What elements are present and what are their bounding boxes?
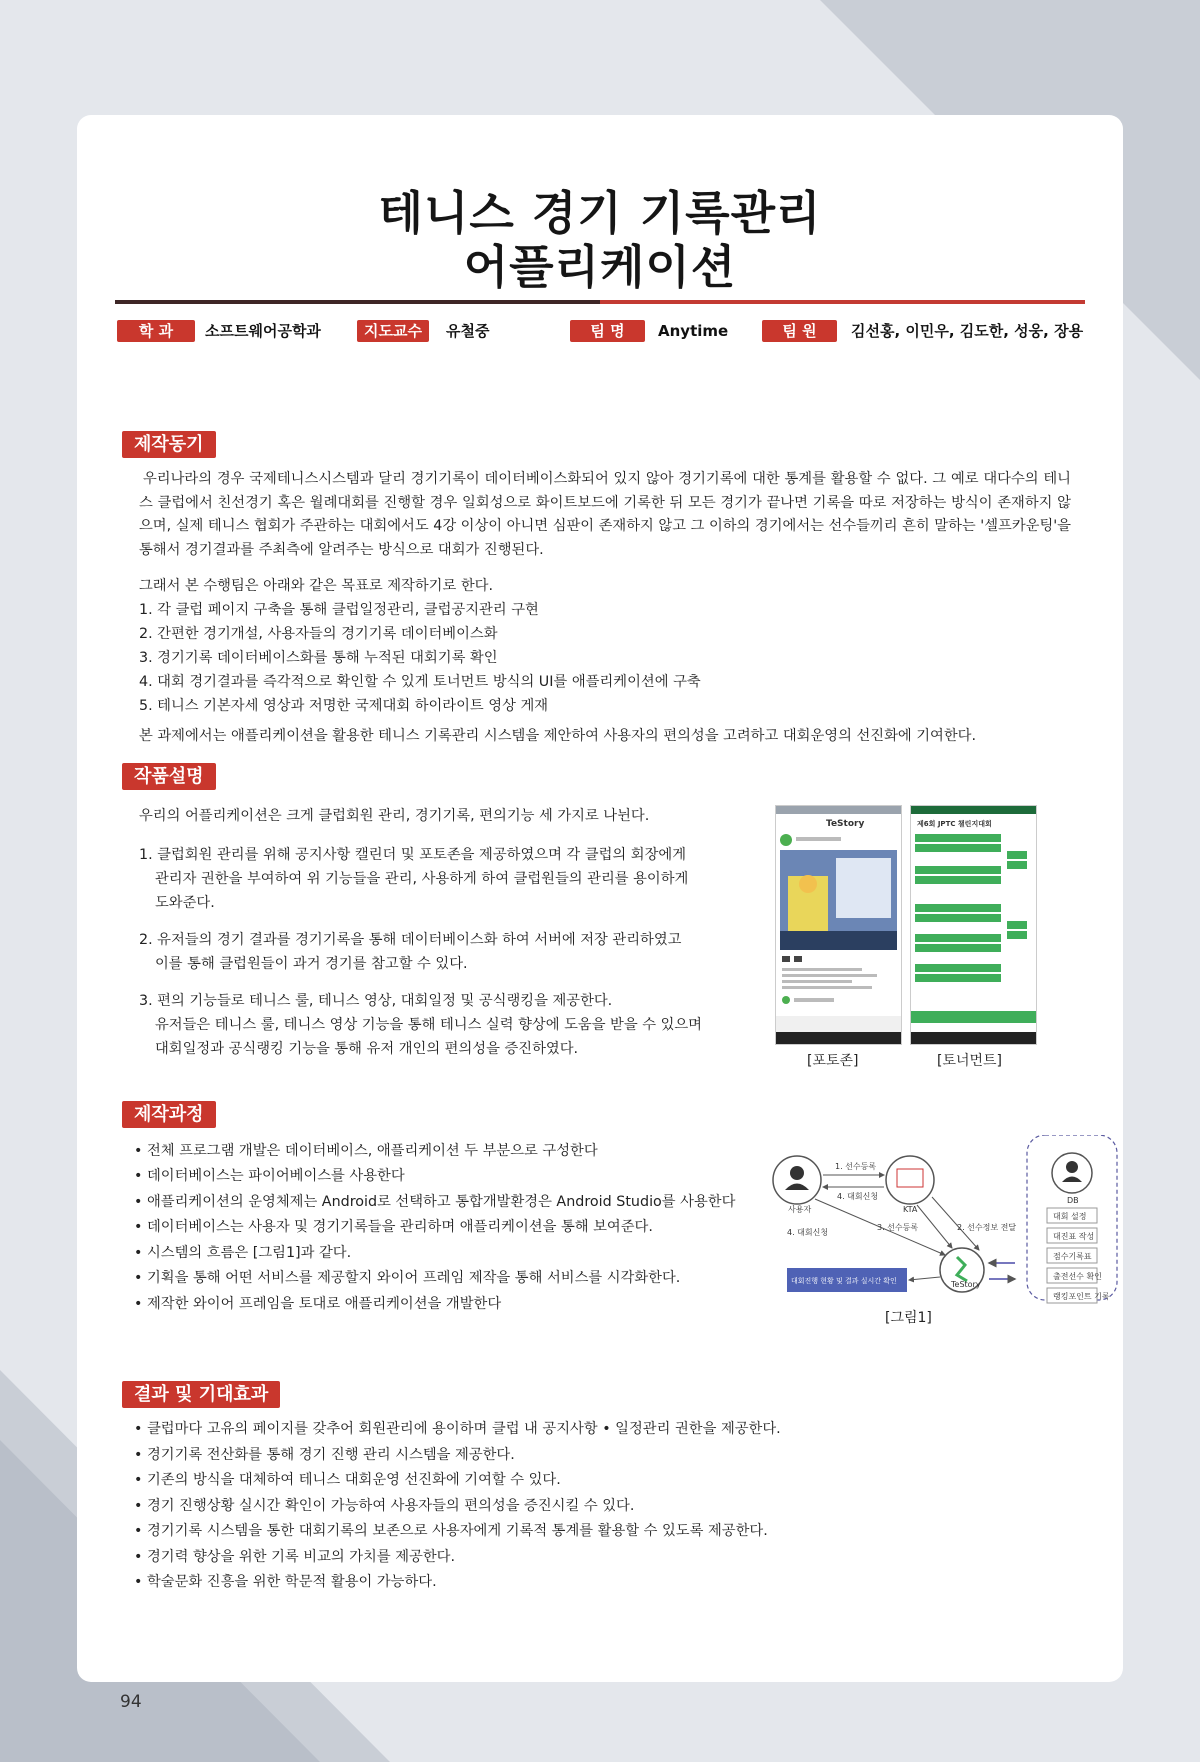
process-item: • 애플리케이션의 운영체제는 Android로 선택하고 통합개발환경은 Android Studio를 사용한다 [134,1194,736,1210]
svg-text:2. 선수정보 전달: 2. 선수정보 전달 [957,1223,1017,1232]
photozone-caption: [포토존] [807,1053,859,1069]
kta-label: KTA [903,1205,918,1214]
goal-item: 1. 각 클럽 페이지 구축을 통해 클럽일정관리, 클럽공지관리 구현 [139,602,539,618]
team-value: Anytime [658,322,729,340]
figure1-caption: [그림1] [885,1310,932,1326]
result-item: • 클럽마다 고유의 페이지를 갖추어 회원관리에 용이하며 클럽 내 공지사항 • 일정관리 권한을 제공한다. [134,1421,781,1437]
tournament-caption: [토너먼트] [937,1053,1003,1069]
members-value: 김선홍, 이민우, 김도한, 성웅, 장용 [851,322,1084,340]
tournament-screenshot [910,805,1037,1045]
svg-text:대회진행 현황 및 결과 실시간 확인: 대회진행 현황 및 결과 실시간 확인 [791,1277,897,1285]
process-item: • 데이터베이스는 파이어베이스를 사용한다 [134,1168,405,1184]
process-item: • 기획을 통해 어떤 서비스를 제공할지 와이어 프레임 제작을 통해 서비스를 시각화한다. [134,1270,681,1286]
motivation-intro: 그래서 본 수행팀은 아래와 같은 목표로 제작하기로 한다. [139,578,494,594]
title-rule-dark [115,300,600,304]
motivation-paragraph: 우리나라의 경우 국제테니스시스템과 달리 경기기록이 데이터베이스화되어 있지 않아 경기기록에 대한 통계를 활용할 수 없다. 그 예로 대다수의 테니스 클럽에서 친선경기 혹은 월례대회를 진행할 경우 일회성으로 화이트보드에 기록한 뒤 모든 경기가 끝나면 기록을 따로 저장하는 방식이 존재하지 않으며, 실제 테니스 협회가 주관하는 대회에서도 4강 이상이 아니면 심판이 존재하지 않고 그 이하의 경기에서는 선수들끼리 흔히 말하는 '셀프카운팅'을 통해서 경기결과를 주최측에 알려주는 방식으로 대회가 진행된다. [139,471,1071,558]
user-label: 사용자 [788,1205,812,1214]
app-name: TeStory [826,819,865,829]
page-number: 94 [120,1692,142,1712]
result-item: • 경기기록 시스템을 통한 대회기록의 보존으로 사용자에게 기록적 통계를 활용할 수 있도록 제공한다. [134,1523,768,1539]
app-label: TeStory [951,1280,981,1289]
description-item1-line: 1. 클럽회원 관리를 위해 공지사항 캘린더 및 포토존을 제공하였으며 각 클럽의 회장에게 [139,847,687,863]
description-item2-line: 2. 유저들의 경기 결과를 경기기록을 통해 데이터베이스화 하여 서버에 저장 관리하였고 [139,932,682,948]
members-label: 팀 원 [762,320,837,342]
process-item: • 시스템의 흐름은 [그림1]과 같다. [134,1245,352,1261]
tournament-mockup [911,806,1036,1044]
title-line-1: 테니스 경기 기록관리 [378,186,822,240]
result-item: • 경기력 향상을 위한 기록 비교의 가치를 제공한다. [134,1549,456,1565]
svg-text:점수기록표: 점수기록표 [1053,1252,1092,1261]
dept-label: 학 과 [117,320,195,342]
svg-text:4. 대회신청: 4. 대회신청 [837,1192,879,1201]
svg-text:4. 대회신청: 4. 대회신청 [787,1228,829,1237]
description-item3-line: 3. 편의 기능들로 테니스 룰, 테니스 영상, 대회일정 및 공식랭킹을 제공한다. [139,993,613,1009]
process-item: • 데이터베이스는 사용자 및 경기기록들을 관리하며 애플리케이션을 통해 보여준다. [134,1219,653,1235]
advisor-label: 지도교수 [357,320,429,342]
result-item: • 경기 진행상황 실시간 확인이 가능하여 사용자들의 편의성을 증진시킬 수 있다. [134,1498,635,1514]
results-heading: 결과 및 기대효과 [122,1381,280,1408]
tournament-title: 제6회 JPTC 챌린지대회 [917,820,992,828]
result-item: • 기존의 방식을 대체하여 테니스 대회운영 선진화에 기여할 수 있다. [134,1472,561,1488]
result-item: • 경기기록 전산화를 통해 경기 진행 관리 시스템을 제공한다. [134,1447,515,1463]
photozone-screenshot [775,805,902,1045]
svg-text:대회 설정: 대회 설정 [1053,1212,1087,1221]
description-item3-line: 대회일정과 공식랭킹 기능을 통해 유저 개인의 편의성을 증진하였다. [155,1041,579,1057]
process-item: • 제작한 와이어 프레임을 토대로 애플리케이션을 개발한다 [134,1296,502,1312]
description-item1-line: 도와준다. [155,895,215,911]
svg-text:출전선수 확인: 출전선수 확인 [1053,1272,1102,1281]
process-item: • 전체 프로그램 개발은 데이터베이스, 애플리케이션 두 부분으로 구성한다 [134,1143,598,1159]
goal-item: 5. 테니스 기본자세 영상과 저명한 국제대회 하이라이트 영상 게재 [139,698,549,714]
poster-card [77,115,1123,1682]
svg-text:랭킹포인트 기록: 랭킹포인트 기록 [1053,1292,1110,1301]
goal-item: 4. 대회 경기결과를 즉각적으로 확인할 수 있게 토너먼트 방식의 UI를 애플리케이션에 구축 [139,674,701,690]
motivation-heading: 제작동기 [122,431,216,458]
advisor-value: 유철중 [446,322,490,340]
description-item3-line: 유저들은 테니스 룰, 테니스 영상 기능을 통해 테니스 실력 향상에 도움을 받을 수 있으며 [155,1017,702,1033]
goal-item: 2. 간편한 경기개설, 사용자들의 경기기록 데이터베이스화 [139,626,498,642]
system-flow-diagram [757,1135,1122,1320]
dept-value: 소프트웨어공학과 [205,322,321,340]
process-heading: 제작과정 [122,1101,216,1128]
result-item: • 학술문화 진흥을 위한 학문적 활용이 가능하다. [134,1574,437,1590]
title-line-2: 어플리케이션 [463,240,737,294]
description-intro: 우리의 어플리케이션은 크게 클럽회원 관리, 경기기록, 편의기능 세 가지로 나뉜다. [139,808,650,824]
description-item1-line: 관리자 권한을 부여하여 위 기능들을 관리, 사용하게 하여 클럽원들의 관리를 용이하게 [155,871,689,887]
description-heading: 작품설명 [122,763,216,790]
svg-text:1. 선수등록: 1. 선수등록 [835,1162,877,1171]
goal-item: 3. 경기기록 데이터베이스화를 통해 누적된 대회기록 확인 [139,650,498,666]
photozone-mockup [776,806,901,1044]
svg-text:3. 선수등록: 3. 선수등록 [877,1223,919,1232]
db-items [1047,1208,1110,1303]
db-label: DB [1067,1196,1079,1205]
motivation-conclusion: 본 과제에서는 애플리케이션을 활용한 테니스 기록관리 시스템을 제안하여 사용자의 편의성을 고려하고 대회운영의 선진화에 기여한다. [139,728,977,744]
team-label: 팀 명 [570,320,645,342]
description-item2-line: 이를 통해 클럽원들이 과거 경기를 참고할 수 있다. [155,956,468,972]
svg-text:대진표 작성: 대진표 작성 [1053,1232,1095,1241]
